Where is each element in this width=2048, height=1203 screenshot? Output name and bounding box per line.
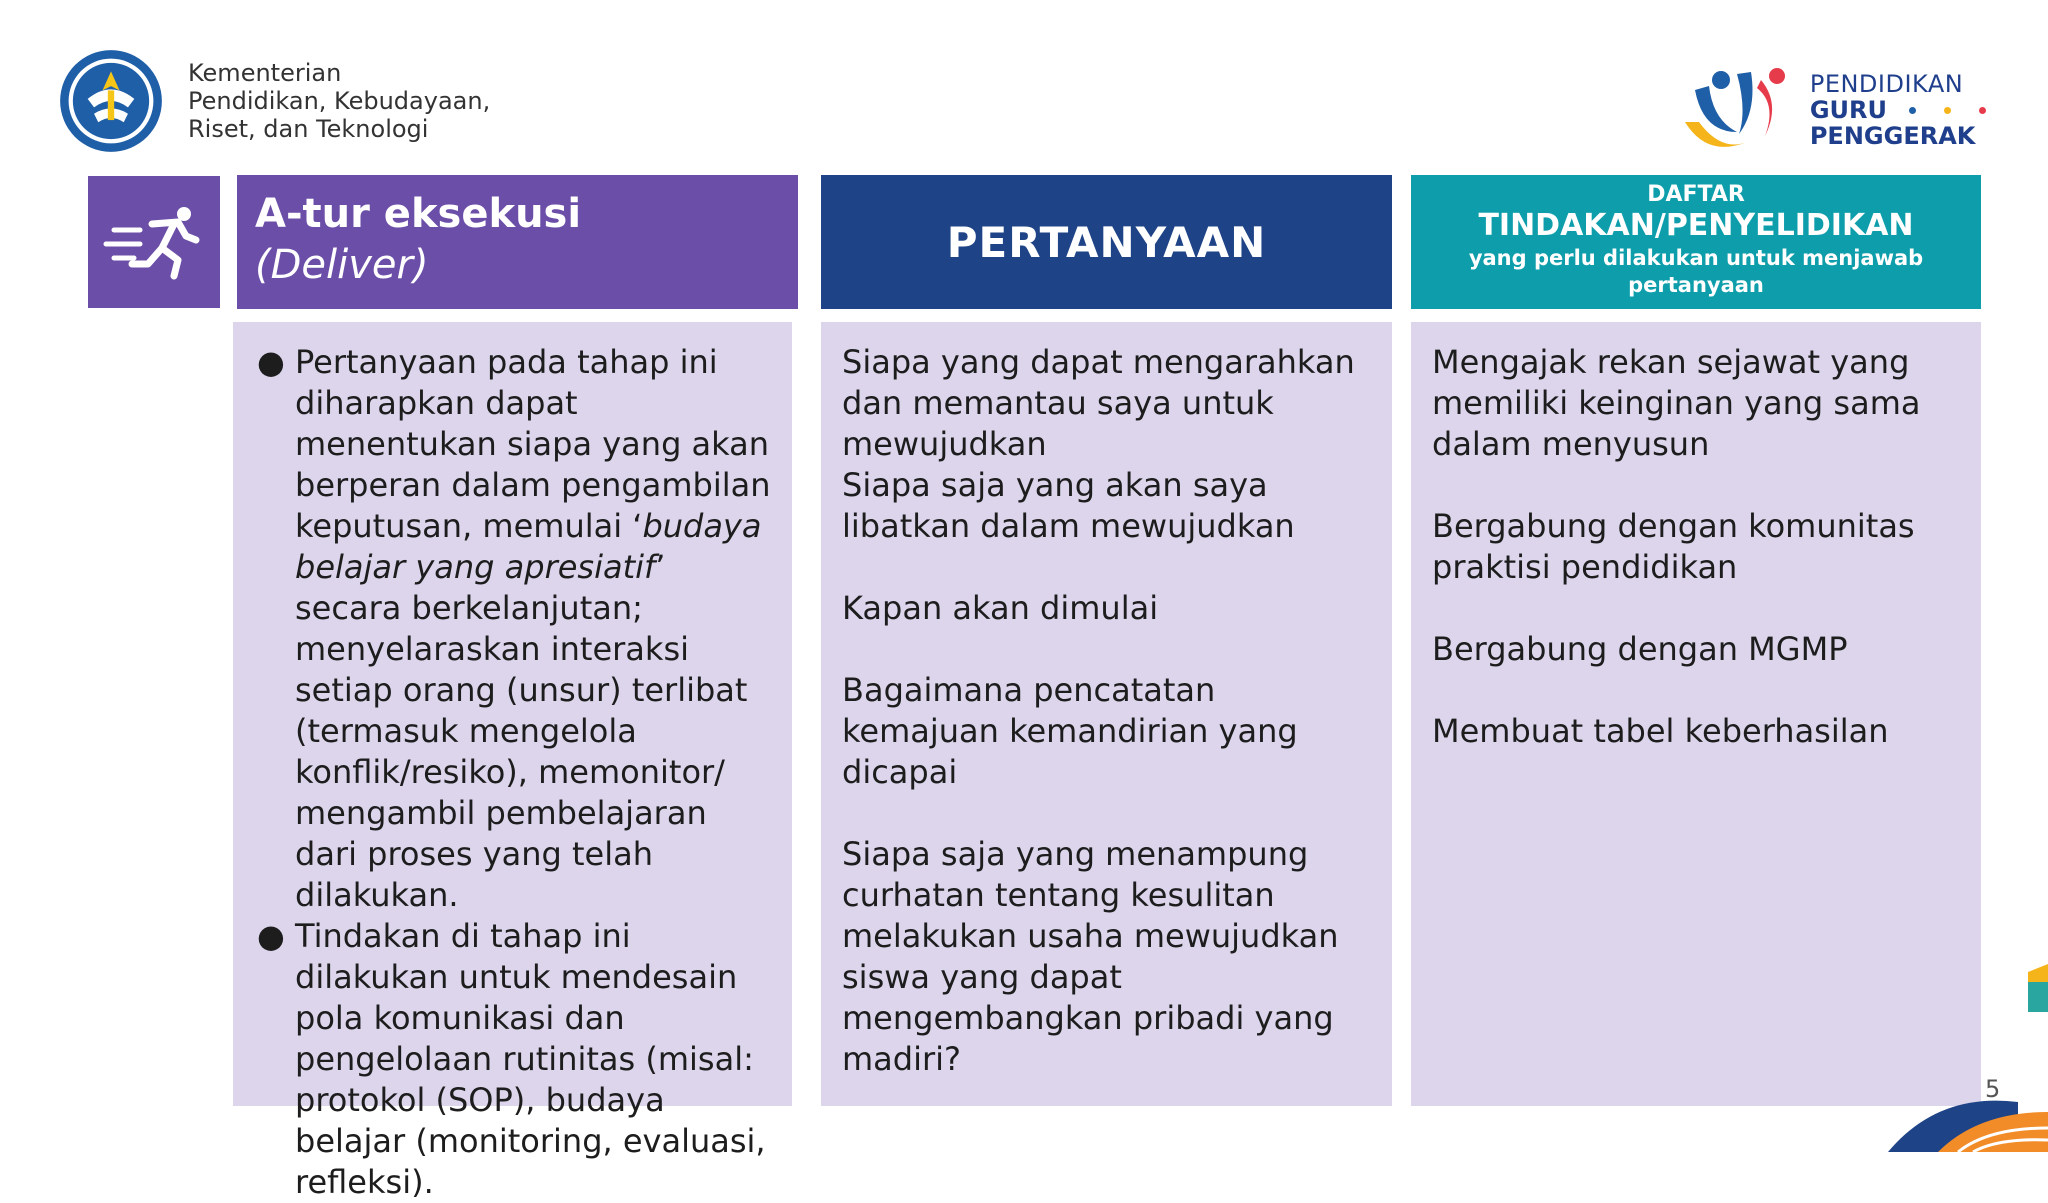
ministry-name-line: Riset, dan Teknologi	[188, 115, 429, 143]
ministry-name	[188, 59, 490, 143]
program-dots	[1909, 107, 1986, 114]
bullet-icon: ●	[257, 343, 285, 381]
action-text: Bergabung dengan komunitas praktisi pendidikan	[1432, 507, 1915, 586]
program-name-line: PENDIDIKAN	[1809, 70, 1964, 98]
tut-wuri-handayani-emblem-icon	[58, 48, 164, 154]
stage-subtitle: (Deliver)	[255, 242, 429, 288]
actions-pre-title: DAFTAR	[1647, 182, 1745, 207]
program-name-line: PENGGERAK	[1809, 122, 1976, 150]
question-text: Siapa saja yang menampung curhatan tentang kesulitan melakukan usaha mewujudkan siswa yang dapat mengembangkan pribadi yang madiri?	[842, 835, 1339, 1078]
ministry-name-line: Pendidikan, Kebudayaan,	[188, 87, 491, 115]
questions-title: PERTANYAAN	[946, 217, 1267, 267]
stage-title: A-tur eksekusi	[255, 191, 582, 237]
action-text: Membuat tabel keberhasilan	[1432, 712, 1889, 750]
program-logo	[1676, 60, 1986, 160]
questions-header	[821, 175, 1392, 309]
list-item: ● Pertanyaan pada tahap ini diharapkan dapat menentukan siapa yang akan berperan dalam pengambilan keputusan, memulai ‘budaya belajar yang apresiatif’ secara berkelanjutan; menyelaraskan interaksi setiap orang (unsur) terlibat (termasuk mengelola konflik/resiko), memonitor/ mengambil pembelajaran dari proses yang telah dilakukan.	[257, 343, 771, 914]
ministry-name-line: Kementerian	[188, 59, 342, 87]
actions-title: TINDAKAN/PENYELIDIKAN	[1478, 208, 1914, 243]
guru-penggerak-mark-icon	[1676, 60, 1798, 160]
question-text: Kapan akan dimulai	[842, 589, 1159, 627]
stage-icon-box	[88, 176, 220, 308]
emphasis-text: budaya belajar yang apresiatif	[295, 507, 762, 586]
actions-header	[1411, 175, 1981, 309]
ministry-logo	[58, 48, 490, 154]
stage-header	[237, 175, 798, 309]
program-name-line: GURU	[1809, 96, 1887, 124]
bullet-icon: ●	[257, 917, 285, 955]
decorative-corner-pattern	[1788, 952, 2048, 1152]
page-number: 5	[1985, 1075, 2001, 1103]
question-text: Bagaimana pencatatan kemajuan kemandirian yang dicapai	[842, 671, 1298, 791]
action-text: Mengajak rekan sejawat yang memiliki keinginan yang sama dalam menyusun	[1432, 343, 1921, 463]
list-item: ● Tindakan di tahap ini dilakukan untuk mendesain pola komunikasi dan pengelolaan rutinitas (misal: protokol (SOP), budaya belajar (monitoring, evaluasi, refleksi).	[257, 917, 766, 1201]
stage-description-cell	[233, 322, 792, 1201]
actions-post-title: yang perlu dilakukan untuk menjawab pertanyaan	[1468, 246, 1924, 297]
questions-cell	[821, 322, 1392, 1106]
action-text: Bergabung dengan MGMP	[1432, 630, 1848, 668]
question-text: Siapa yang dapat mengarahkan dan memantau saya untuk mewujudkan Siapa saja yang akan saya libatkan dalam mewujudkan	[842, 343, 1355, 545]
running-person-icon	[104, 202, 204, 282]
